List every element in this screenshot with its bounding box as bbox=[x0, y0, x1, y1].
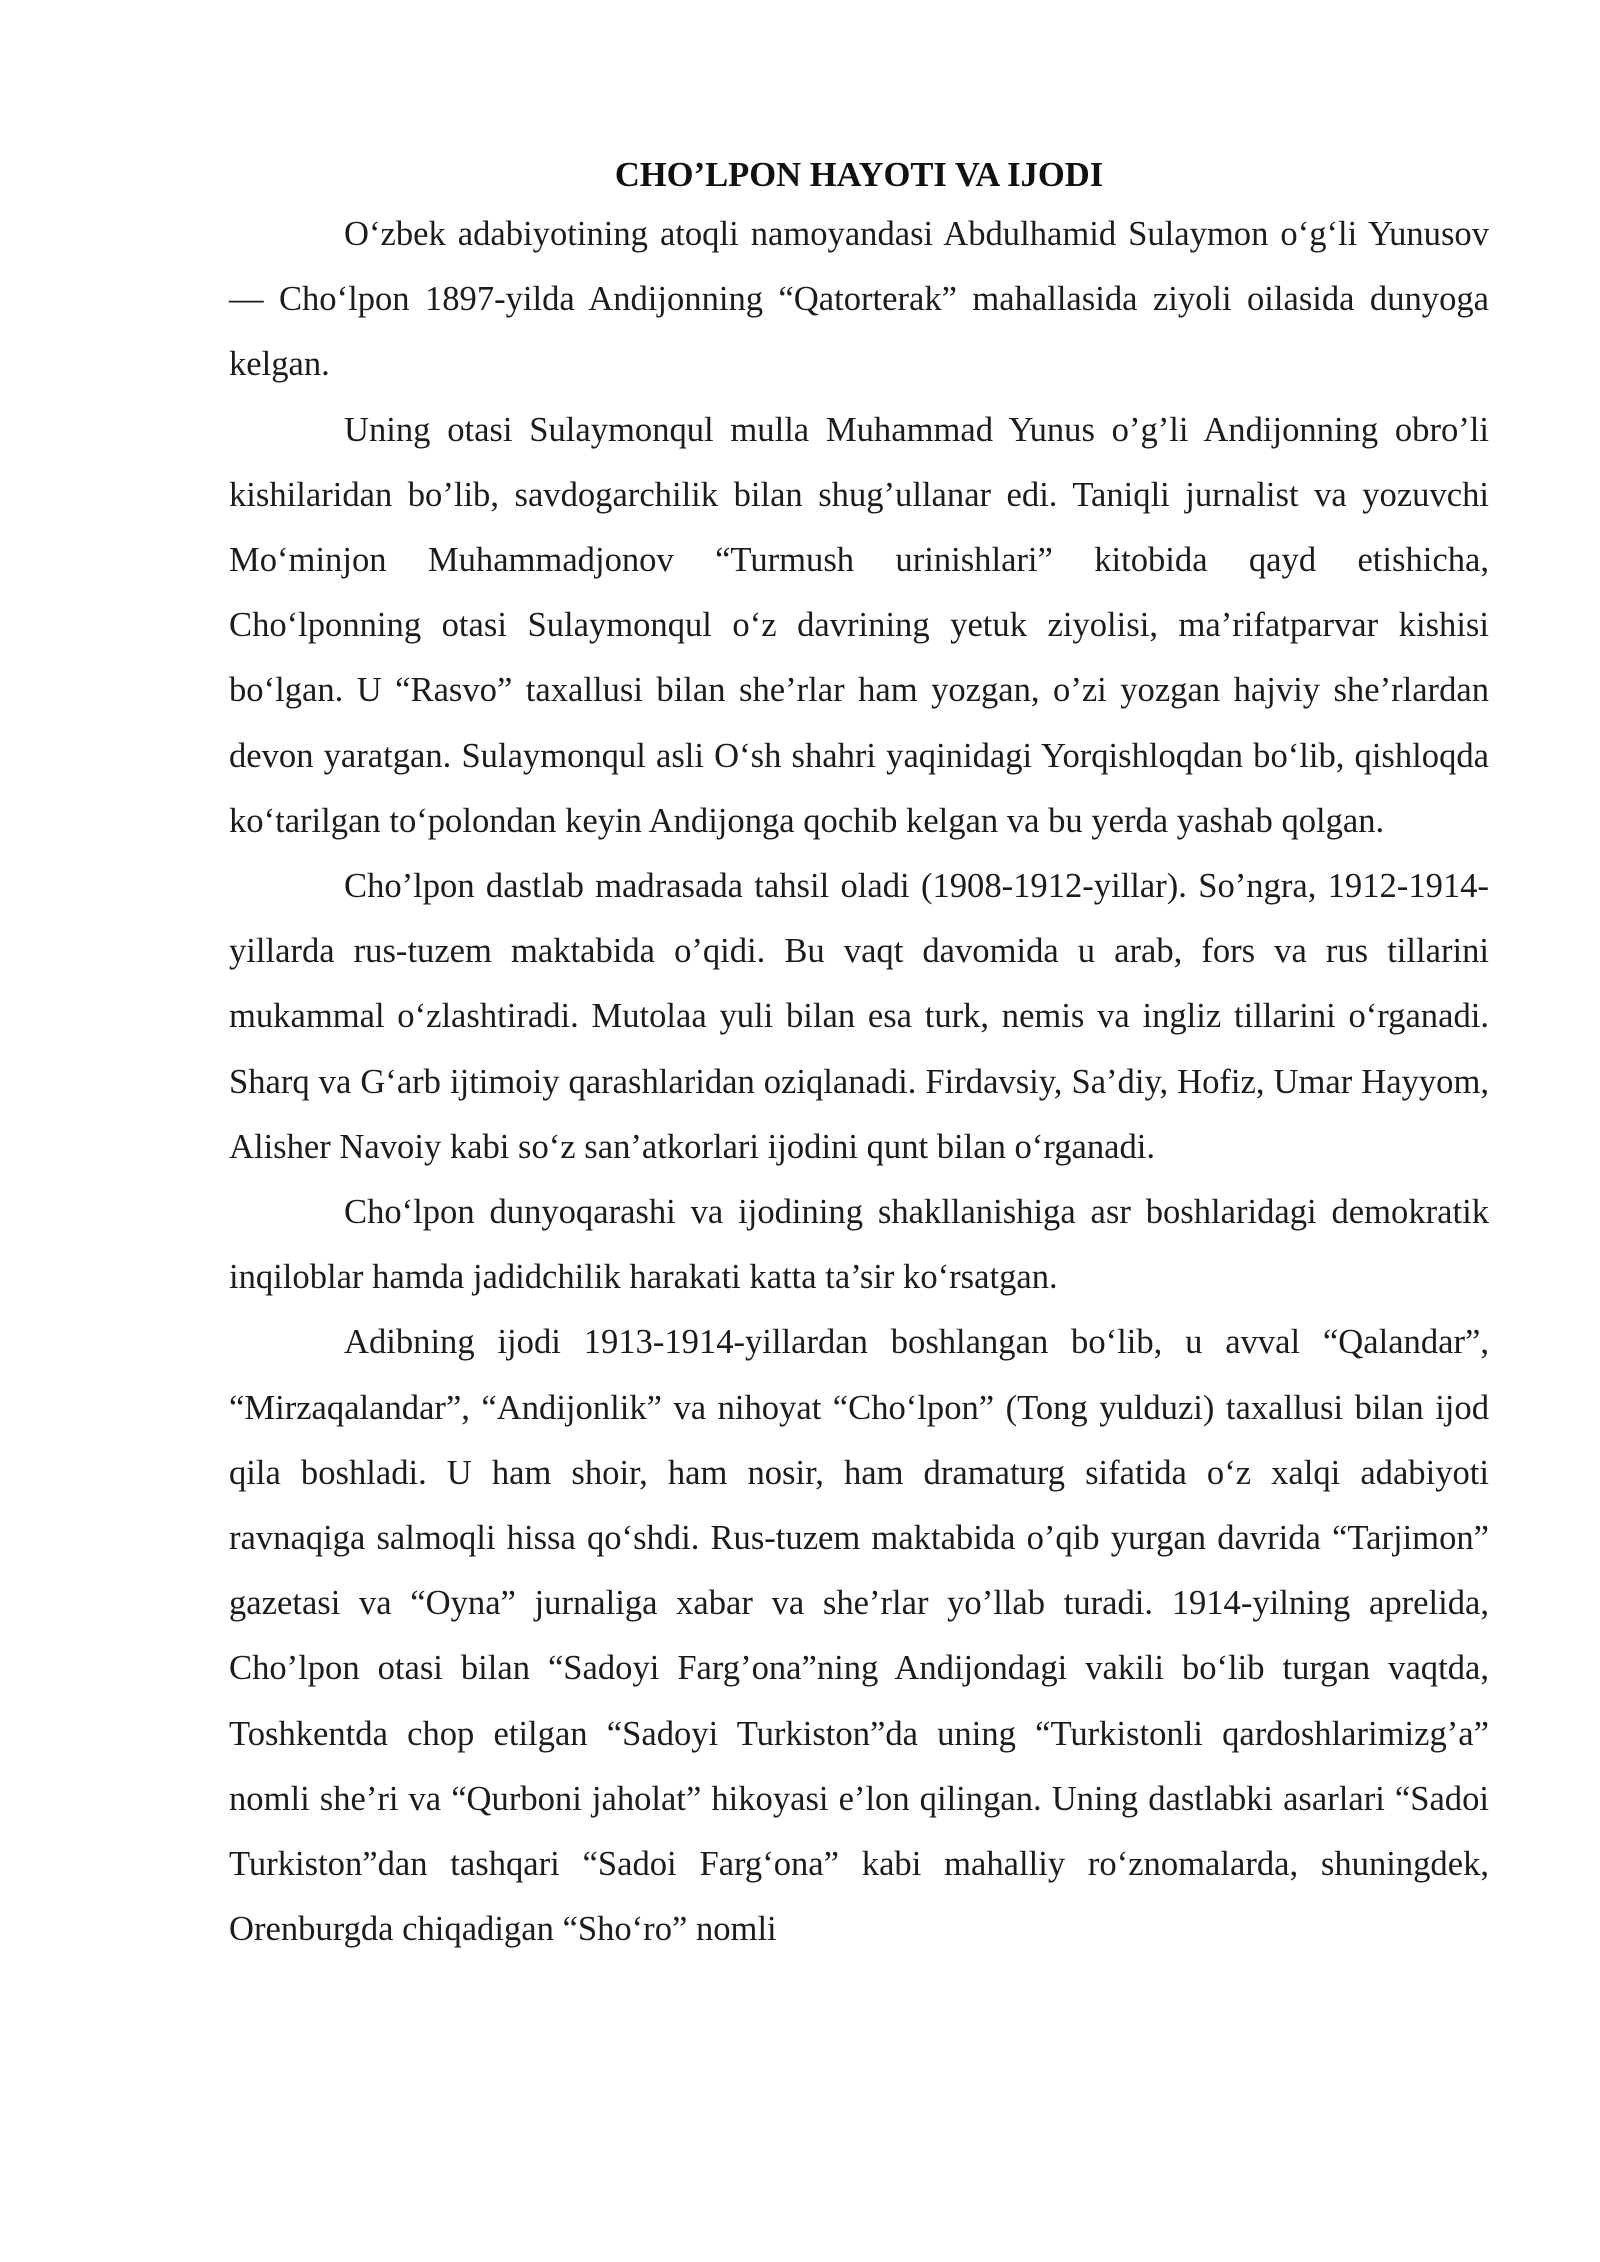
paragraph-father: Uning otasi Sulaymonqul mulla Muhammad Yunus o’g’li Andijonning obro’li kishilaridan bo’lib, savdogarchilik bilan shug’ullanar edi. Taniqli jurnalist va yozuvchi Mo‘minjon Muhammadjonov “Turmush urinishlari” kitobida qayd etishicha, Cho‘lponning otasi Sulaymonqul o‘z davrining yetuk ziyolisi, ma’rifatparvar kishisi bo‘lgan. U “Rasvo” taxallusi bilan she’rlar ham yozgan, o’zi yozgan hajviy she’rlardan devon yaratgan. Sulaymonqul asli O‘sh shahri yaqinidagi Yorqishloqdan bo‘lib, qishloqda ko‘tarilgan to‘polondan keyin Andijonga qochib kelgan va bu yerda yashab qolgan. bbox=[229, 410, 1489, 840]
document-body bbox=[229, 148, 1489, 1962]
paragraph-birth: O‘zbek adabiyotining atoqli namoyandasi Abdulhamid Sulaymon o‘g‘li Yunusov — Cho‘lpon 1897-yilda Andijonning “Qatorterak” mahallasida ziyoli oilasida dunyoga kelgan. bbox=[229, 215, 1489, 384]
paragraph-education: Cho’lpon dastlab madrasada tahsil oladi (1908-1912-yillar). So’ngra, 1912-1914-yillarda rus-tuzem maktabida o’qidi. Bu vaqt davomida u arab, fors va rus tillarini mukammal o‘zlashtiradi. Mutolaa yuli bilan esa turk, nemis va ingliz tillarini o‘rganadi. Sharq va G‘arb ijtimoiy qarashlaridan oziqlanadi. Firdavsiy, Sa’diy, Hofiz, Umar Hayyom, Alisher Navoiy kabi so‘z san’atkorlari ijodini qunt bilan o‘rganadi. bbox=[229, 867, 1489, 1166]
paragraph-early-works: Adibning ijodi 1913-1914-yillardan boshlangan bo‘lib, u avval “Qalandar”, “Mirzaqalandar”, “Andijonlik” va nihoyat “Cho‘lpon” (Tong yulduzi) taxallusi bilan ijod qila boshladi. U ham shoir, ham nosir, ham dramaturg sifatida o‘z xalqi adabiyoti ravnaqiga salmoqli hissa qo‘shdi. Rus-tuzem maktabida o’qib yurgan davrida “Tarjimon” gazetasi va “Oyna” jurnaliga xabar va she’rlar yo’llab turadi. 1914-yilning aprelida, Cho’lpon otasi bilan “Sadoyi Farg’ona”ning Andijondagi vakili bo‘lib turgan vaqtda, Toshkentda chop etilgan “Sadoyi Turkiston”da uning “Turkistonli qardoshlarimizg’a” nomli she’ri va “Qurboni jaholat” hikoyasi e’lon qilingan. Uning dastlabki asarlari “Sadoi Turkiston”dan tashqari “Sadoi Farg‘ona” kabi mahalliy ro‘znomalarda, shuningdek, Orenburgda chiqadigan “Sho‘ro” nomli bbox=[229, 1323, 1489, 1949]
document-title: CHO’LPON HAYOTI VA IJODI bbox=[614, 156, 1104, 194]
paragraph-influences: Cho‘lpon dunyoqarashi va ijodining shakllanishiga asr boshlaridagi demokratik inqiloblar hamda jadidchilik harakati katta ta’sir ko‘rsatgan. bbox=[229, 1193, 1489, 1297]
